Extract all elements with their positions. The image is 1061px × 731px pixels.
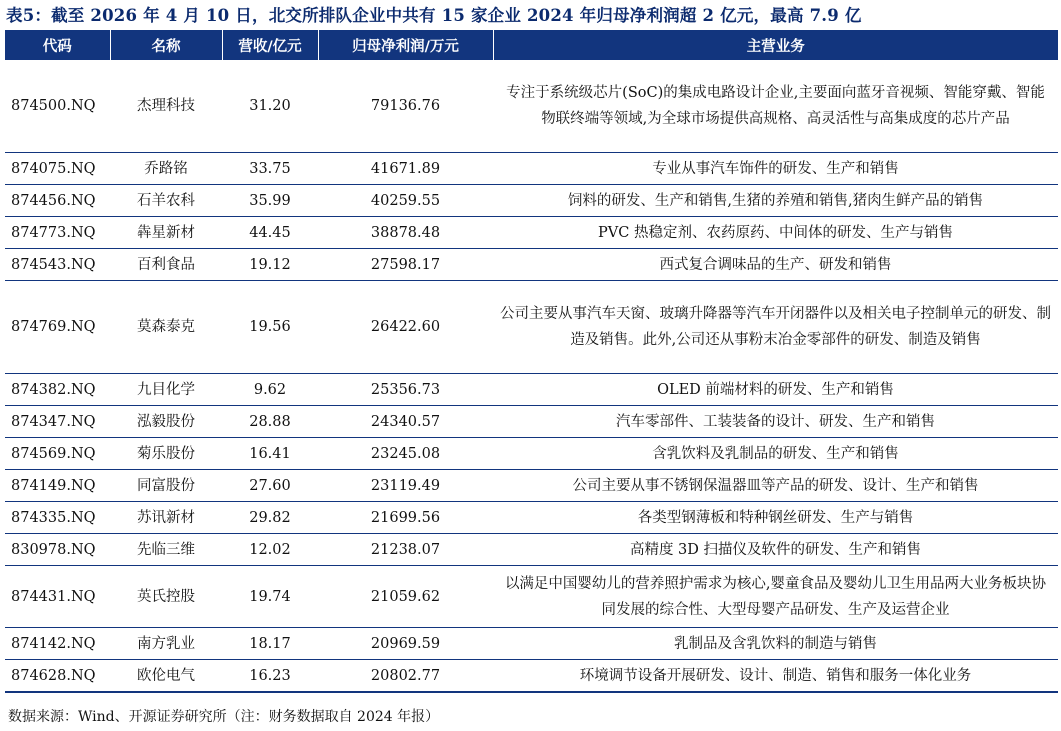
cell-revenue: 18.17 xyxy=(222,628,318,660)
cell-business: 各类型钢薄板和特种钢丝研发、生产与销售 xyxy=(493,502,1058,534)
table-row xyxy=(5,470,1058,502)
cell-profit: 26422.60 xyxy=(318,281,493,374)
cell-revenue: 27.60 xyxy=(222,470,318,502)
cell-revenue: 19.74 xyxy=(222,566,318,628)
cell-code: 874142.NQ xyxy=(5,628,110,660)
cell-code: 874773.NQ xyxy=(5,217,110,249)
cell-code: 874347.NQ xyxy=(5,406,110,438)
table-title: 表5：截至 2026 年 4 月 10 日，北交所排队企业中共有 15 家企业 2024 年归母净利润超 2 亿元，最高 7.9 亿 xyxy=(6,6,862,25)
cell-business: 乳制品及含乳饮料的制造与销售 xyxy=(493,628,1058,660)
cell-profit: 40259.55 xyxy=(318,185,493,217)
cell-business: 公司主要从事不锈钢保温器皿等产品的研发、设计、生产和销售 xyxy=(493,470,1058,502)
cell-business: 专业从事汽车饰件的研发、生产和销售 xyxy=(493,153,1058,185)
cell-code: 874628.NQ xyxy=(5,660,110,693)
cell-revenue: 31.20 xyxy=(222,60,318,153)
cell-name: 杰理科技 xyxy=(110,60,222,153)
cell-business: 西式复合调味品的生产、研发和销售 xyxy=(493,249,1058,281)
cell-profit: 20802.77 xyxy=(318,660,493,693)
cell-name: 英氏控股 xyxy=(110,566,222,628)
cell-code: 874500.NQ xyxy=(5,60,110,153)
table-row xyxy=(5,185,1058,217)
cell-code: 874335.NQ xyxy=(5,502,110,534)
table-row xyxy=(5,502,1058,534)
cell-revenue: 28.88 xyxy=(222,406,318,438)
cell-name: 九目化学 xyxy=(110,374,222,406)
cell-business: OLED 前端材料的研发、生产和销售 xyxy=(493,374,1058,406)
source-note: 数据来源：Wind、开源证券研究所（注：财务数据取自 2024 年报） xyxy=(8,709,440,725)
cell-revenue: 12.02 xyxy=(222,534,318,566)
cell-name: 同富股份 xyxy=(110,470,222,502)
header-name: 名称 xyxy=(110,30,222,60)
cell-name: 欧伦电气 xyxy=(110,660,222,693)
cell-revenue: 16.23 xyxy=(222,660,318,693)
table-row xyxy=(5,406,1058,438)
cell-code: 874431.NQ xyxy=(5,566,110,628)
cell-revenue: 35.99 xyxy=(222,185,318,217)
table-row xyxy=(5,281,1058,374)
cell-revenue: 33.75 xyxy=(222,153,318,185)
cell-business: 以满足中国婴幼儿的营养照护需求为核心,婴童食品及婴幼儿卫生用品两大业务板块协同发展的综合性、大型母婴产品研发、生产及运营企业 xyxy=(493,566,1058,628)
cell-code: 874382.NQ xyxy=(5,374,110,406)
cell-name: 百利食品 xyxy=(110,249,222,281)
cell-code: 874569.NQ xyxy=(5,438,110,470)
cell-profit: 27598.17 xyxy=(318,249,493,281)
cell-business: 饲料的研发、生产和销售,生猪的养殖和销售,猪肉生鲜产品的销售 xyxy=(493,185,1058,217)
cell-name: 乔路铭 xyxy=(110,153,222,185)
table-row xyxy=(5,660,1058,693)
cell-revenue: 29.82 xyxy=(222,502,318,534)
cell-profit: 20969.59 xyxy=(318,628,493,660)
header-row xyxy=(5,30,1058,60)
table-row xyxy=(5,566,1058,628)
table-row xyxy=(5,628,1058,660)
cell-revenue: 19.12 xyxy=(222,249,318,281)
cell-revenue: 19.56 xyxy=(222,281,318,374)
cell-business: 高精度 3D 扫描仪及软件的研发、生产和销售 xyxy=(493,534,1058,566)
cell-code: 874075.NQ xyxy=(5,153,110,185)
ipo-queue-table xyxy=(5,30,1058,693)
table-row xyxy=(5,534,1058,566)
table-row xyxy=(5,217,1058,249)
cell-business: 专注于系统级芯片(SoC)的集成电路设计企业,主要面向蓝牙音视频、智能穿戴、智能物联终端等领域,为全球市场提供高规格、高灵活性与高集成度的芯片产品 xyxy=(493,60,1058,153)
cell-code: 874769.NQ xyxy=(5,281,110,374)
cell-name: 先临三维 xyxy=(110,534,222,566)
cell-profit: 21699.56 xyxy=(318,502,493,534)
cell-profit: 41671.89 xyxy=(318,153,493,185)
cell-business: 含乳饮料及乳制品的研发、生产和销售 xyxy=(493,438,1058,470)
cell-code: 874456.NQ xyxy=(5,185,110,217)
cell-name: 泓毅股份 xyxy=(110,406,222,438)
header-code: 代码 xyxy=(5,30,110,60)
header-revenue: 营收/亿元 xyxy=(222,30,318,60)
cell-profit: 23119.49 xyxy=(318,470,493,502)
cell-code: 830978.NQ xyxy=(5,534,110,566)
cell-profit: 38878.48 xyxy=(318,217,493,249)
cell-code: 874149.NQ xyxy=(5,470,110,502)
cell-name: 南方乳业 xyxy=(110,628,222,660)
cell-business: 公司主要从事汽车天窗、玻璃升降器等汽车开闭器件以及相关电子控制单元的研发、制造及销售。此外,公司还从事粉末冶金零部件的研发、制造及销售 xyxy=(493,281,1058,374)
table-row xyxy=(5,60,1058,153)
cell-revenue: 16.41 xyxy=(222,438,318,470)
cell-profit: 21059.62 xyxy=(318,566,493,628)
cell-business: 环境调节设备开展研发、设计、制造、销售和服务一体化业务 xyxy=(493,660,1058,693)
cell-business: 汽车零部件、工装装备的设计、研发、生产和销售 xyxy=(493,406,1058,438)
cell-profit: 25356.73 xyxy=(318,374,493,406)
cell-profit: 24340.57 xyxy=(318,406,493,438)
table-row xyxy=(5,374,1058,406)
header-business: 主营业务 xyxy=(493,30,1058,60)
cell-profit: 79136.76 xyxy=(318,60,493,153)
table-row xyxy=(5,438,1058,470)
cell-name: 菊乐股份 xyxy=(110,438,222,470)
cell-name: 犇星新材 xyxy=(110,217,222,249)
table-row xyxy=(5,249,1058,281)
table-row xyxy=(5,153,1058,185)
cell-name: 石羊农科 xyxy=(110,185,222,217)
cell-code: 874543.NQ xyxy=(5,249,110,281)
cell-name: 莫森泰克 xyxy=(110,281,222,374)
cell-name: 苏讯新材 xyxy=(110,502,222,534)
cell-revenue: 9.62 xyxy=(222,374,318,406)
cell-revenue: 44.45 xyxy=(222,217,318,249)
cell-business: PVC 热稳定剂、农药原药、中间体的研发、生产与销售 xyxy=(493,217,1058,249)
cell-profit: 21238.07 xyxy=(318,534,493,566)
header-profit: 归母净利润/万元 xyxy=(318,30,493,60)
cell-profit: 23245.08 xyxy=(318,438,493,470)
